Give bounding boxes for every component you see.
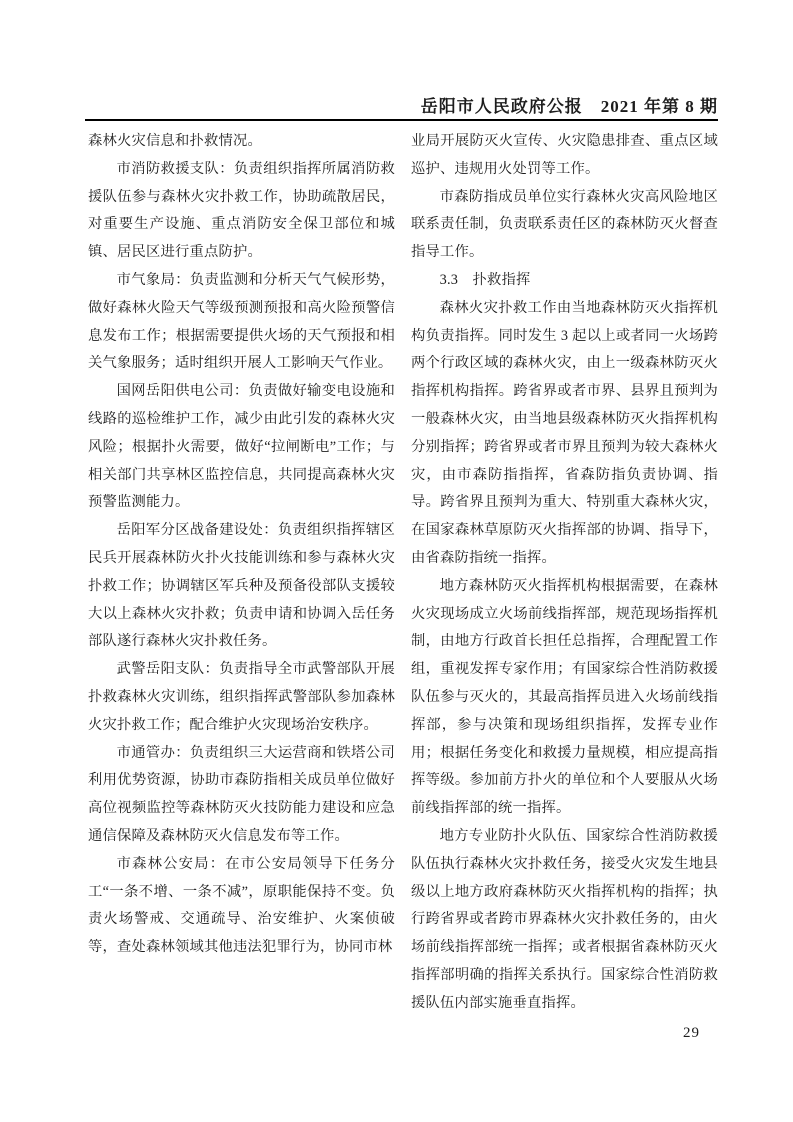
body-columns: [88, 128, 718, 1018]
paragraph: 国网岳阳供电公司：负责做好输变电设施和线路的巡检维护工作，减少由此引发的森林火灾风险；根据扑火需要，做好“拉闸断电”工作；与相关部门共享林区监控信息，共同提高森林火灾预警监测能力。: [88, 383, 395, 511]
page-number: 29: [683, 1025, 700, 1041]
header-rule: [85, 119, 718, 121]
paragraph: 市森林公安局：在市公安局领导下任务分工“一条不增、一条不减”，原职能保持不变。负责火场警戒、交通疏导、治安维护、火案侦破等，查处森林领域其他违法犯罪行为，协同市林: [88, 855, 395, 956]
paragraph: 市气象局：负责监测和分析天气气候形势，做好森林火险天气等级预测预报和高火险预警信息发布工作；根据需要提供火场的天气预报和相关气象服务；适时组织开展人工影响天气作业。: [88, 271, 395, 372]
page-header-title: 岳阳市人民政府公报 2021 年第 8 期: [420, 97, 718, 116]
paragraph: 武警岳阳支队：负责指导全市武警部队开展扑救森林火灾训练，组织指挥武警部队参加森林火灾扑救工作；配合维护火灾现场治安秩序。: [88, 661, 395, 733]
paragraph: 地方森林防灭火指挥机构根据需要，在森林火灾现场成立火场前线指挥部，规范现场指挥机制，由地方行政首长担任总指挥，合理配置工作组，重视发挥专家作用；有国家综合性消防救援队伍参与灭火的，其最高指挥员进入火场前线指挥部，参与决策和现场组织指挥，发挥专业作用；根据任务变化和救援力量规模，相应提高指挥等级。参加前方扑火的单位和个人要服从火场前线指挥部的统一指挥。: [411, 577, 718, 817]
paragraph: 地方专业防扑火队伍、国家综合性消防救援队伍执行森林火灾扑救任务，接受火灾发生地县级以上地方政府森林防灭火指挥机构的指挥；执行跨省界或者跨市界森林火灾扑救任务的，由火场前线指挥部统一指挥；或者根据省森林防灭火指挥部明确的指挥关系执行。国家综合性消防救援队伍内部实施垂直指挥。: [411, 827, 718, 1011]
paragraph: 市消防救援支队：负责组织指挥所属消防救援队伍参与森林火灾扑救工作，协助疏散居民，对重要生产设施、重点消防安全保卫部位和城镇、居民区进行重点防护。: [88, 160, 395, 261]
paragraph: 市通管办：负责组织三大运营商和铁塔公司利用优势资源，协助市森防指相关成员单位做好高位视频监控等森林防灭火技防能力建设和应急通信保障及森林防灭火信息发布等工作。: [88, 744, 395, 844]
left-column: [88, 128, 395, 1018]
paragraph: 森林火灾扑救工作由当地森林防灭火指挥机构负责指挥。同时发生 3 起以上或者同一火场跨两个行政区域的森林火灾，由上一级森林防灭火指挥机构指挥。跨省界或者市界、县界且预判为一般森林火灾，由当地县级森林防灭火指挥机构分别指挥；跨省界或者市界且预判为较大森林火灾，由市森防指指挥，省森防指负责协调、指导。跨省界且预判为重大、特别重大森林火灾，在国家森林草原防灭火指挥部的协调、指导下，由省森防指统一指挥。: [411, 299, 718, 566]
right-column: [411, 128, 718, 1018]
section-heading: 3.3 扑救指挥: [439, 271, 531, 288]
paragraph: 市森防指成员单位实行森林火灾高风险地区联系责任制，负责联系责任区的森林防灭火督查指导工作。: [411, 188, 718, 261]
paragraph: 业局开展防灭火宣传、火灾隐患排查、重点区域巡护、违规用火处罚等工作。: [411, 133, 718, 177]
paragraph: 岳阳军分区战备建设处：负责组织指挥辖区民兵开展森林防火扑火技能训练和参与森林火灾扑救工作；协调辖区军兵种及预备役部队支援较大以上森林火灾扑救；负责申请和协调入岳任务部队遂行森林火灾扑救任务。: [88, 522, 395, 650]
paragraph: 森林火灾信息和扑救情况。: [88, 133, 262, 149]
